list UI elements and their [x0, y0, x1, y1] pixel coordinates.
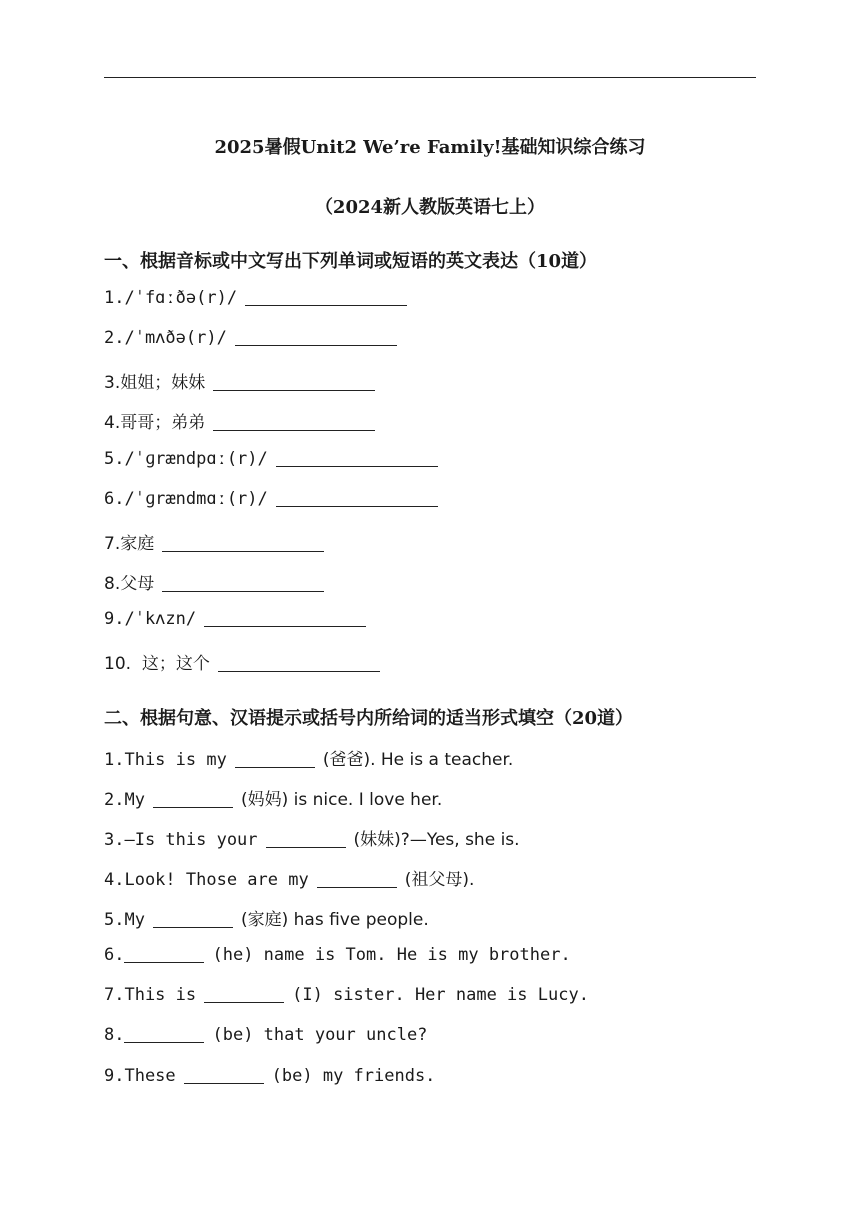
fill-blank[interactable]	[317, 886, 397, 888]
vocab-item: 10. 这；这个	[104, 649, 380, 674]
fill-item: 6. (he) name is Tom. He is my brother.	[104, 945, 571, 965]
fill-item: 8. (be) that your uncle?	[104, 1025, 428, 1045]
fill-blank[interactable]	[153, 926, 233, 928]
answer-blank[interactable]	[162, 550, 324, 552]
vocab-item: 5./ˈɡrændpɑː(r)/	[104, 449, 438, 469]
page-subtitle: （2024新人教版英语七上）	[314, 197, 546, 218]
vocab-item: 9./ˈkʌzn/	[104, 609, 366, 629]
fill-blank[interactable]	[124, 961, 204, 963]
section1-heading: 一、根据音标或中文写出下列单词或短语的英文表达（10道）	[104, 251, 598, 272]
fill-item: 3.—Is this your (妹妹)?—Yes, she is.	[104, 830, 520, 850]
answer-blank[interactable]	[218, 670, 380, 672]
answer-blank[interactable]	[213, 429, 375, 431]
fill-item: 2.My (妈妈) is nice. I love her.	[104, 790, 443, 810]
fill-blank[interactable]	[266, 846, 346, 848]
answer-blank[interactable]	[204, 625, 366, 627]
fill-item: 7.This is (I) sister. Her name is Lucy.	[104, 985, 589, 1005]
vocab-item: 2./ˈmʌðə(r)/	[104, 328, 397, 348]
fill-blank[interactable]	[124, 1041, 204, 1043]
fill-blank[interactable]	[153, 806, 233, 808]
fill-blank[interactable]	[184, 1082, 264, 1084]
fill-item: 1.This is my (爸爸). He is a teacher.	[104, 750, 514, 770]
fill-item: 9.These (be) my friends.	[104, 1066, 436, 1086]
vocab-item: 8.父母	[104, 569, 324, 594]
answer-blank[interactable]	[213, 389, 375, 391]
fill-blank[interactable]	[235, 766, 315, 768]
vocab-item: 3.姐姐；妹妹	[104, 368, 375, 393]
fill-blank[interactable]	[204, 1001, 284, 1003]
answer-blank[interactable]	[235, 344, 397, 346]
section2-heading: 二、根据句意、汉语提示或括号内所给词的适当形式填空（20道）	[104, 708, 634, 729]
answer-blank[interactable]	[245, 304, 407, 306]
page-title: 2025暑假Unit2 We’re Family!基础知识综合练习	[214, 137, 646, 158]
answer-blank[interactable]	[276, 465, 438, 467]
vocab-item: 6./ˈɡrændmɑː(r)/	[104, 489, 438, 509]
vocab-item: 7.家庭	[104, 529, 324, 554]
vocab-item: 1./ˈfɑːðə(r)/	[104, 288, 407, 308]
answer-blank[interactable]	[162, 590, 324, 592]
vocab-item: 4.哥哥；弟弟	[104, 408, 375, 433]
fill-item: 4.Look! Those are my (祖父母).	[104, 870, 475, 890]
header-rule	[104, 77, 756, 78]
fill-item: 5.My (家庭) has five people.	[104, 910, 429, 930]
answer-blank[interactable]	[276, 505, 438, 507]
